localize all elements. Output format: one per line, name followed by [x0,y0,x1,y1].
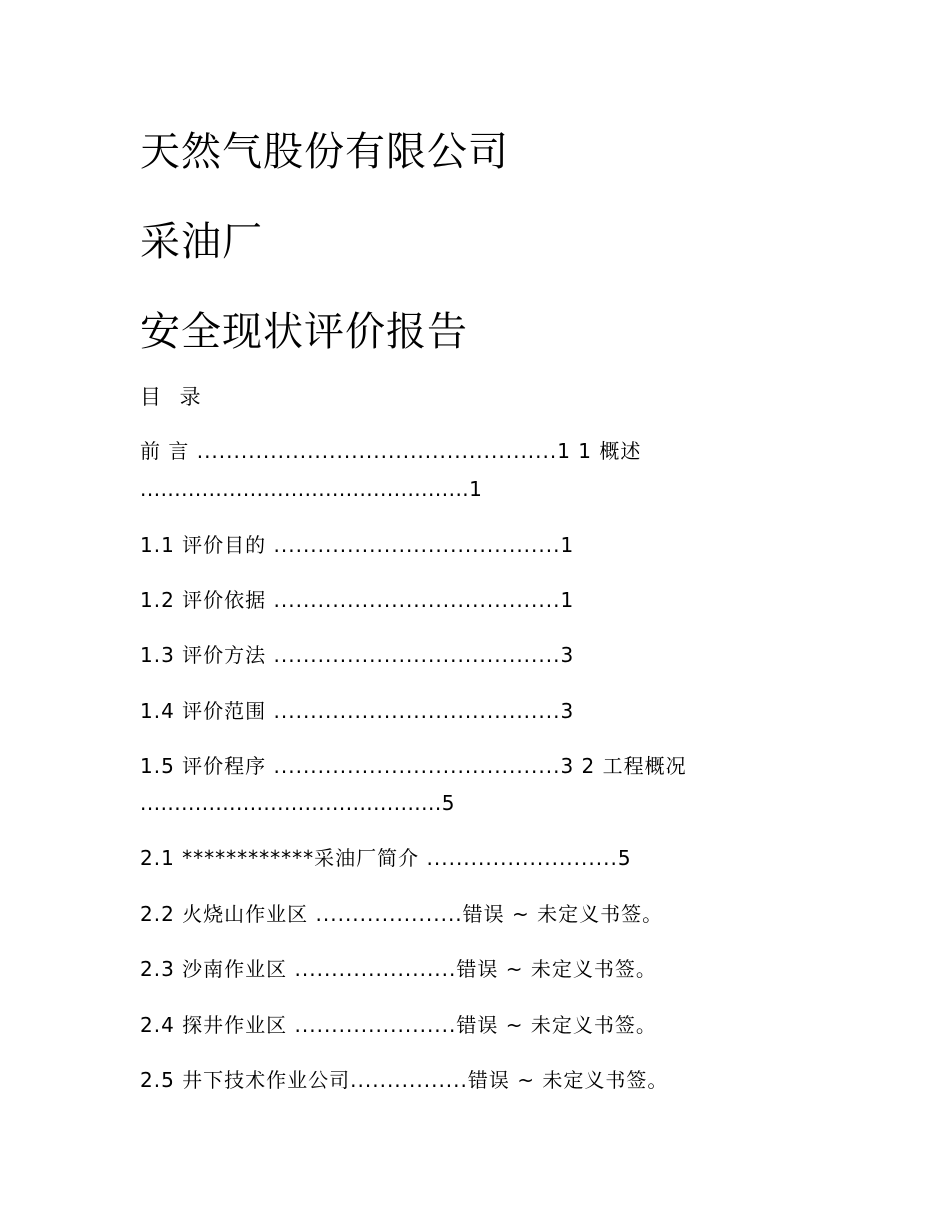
toc-line-overview-cont: ................................................1 [140,477,483,501]
report-title: 安全现状评价报告 [140,309,468,355]
toc-line-2-4: 2.4 探井作业区 ......................错误 ~ 未定义书签。 [140,1013,657,1037]
toc-line-1-3: 1.3 评价方法 .......................................3 [140,643,575,667]
toc-line-1-1: 1.1 评价目的 .......................................1 [140,533,575,557]
toc-line-project-cont: ............................................5 [140,791,455,815]
toc-line-1-4: 1.4 评价范围 .......................................3 [140,699,575,723]
toc-line-1-2: 1.2 评价依据 .......................................1 [140,588,575,612]
toc-heading: 目 录 [140,385,207,409]
company-title: 天然气股份有限公司 [140,129,509,175]
toc-line-1-5: 1.5 评价程序 .......................................3 2 工程概况 [140,754,687,778]
plant-title: 采油厂 [140,219,263,265]
toc-line-2-5: 2.5 井下技术作业公司................错误 ~ 未定义书签。 [140,1068,669,1092]
toc-line-2-1: 2.1 ************采油厂简介 ..........................5 [140,846,632,870]
toc-line-preface: 前 言 .................................................1 1 概述 [140,439,642,463]
toc-line-2-2: 2.2 火烧山作业区 ....................错误 ~ 未定义书签。 [140,902,664,926]
toc-line-2-3: 2.3 沙南作业区 ......................错误 ~ 未定义书签。 [140,957,657,981]
